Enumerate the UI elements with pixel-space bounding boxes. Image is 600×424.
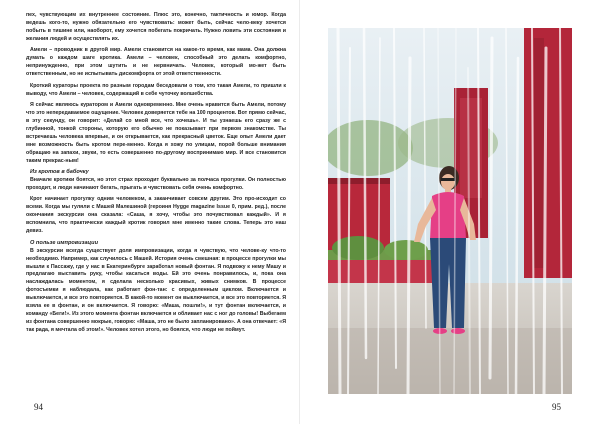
paragraph: Крот начинает прогулку одним человеком, а заканчивает совсем другим. Это про-исходит со всеми. Когда мы гуляли с Машей Малешиной (героиня Hygge magazine Issue 0, прим. ред.), после окончания экскурсии она сказала: «Саша, я хочу, чтобы это почувствовал каждый». И я вспомнила, что практически каждый кротик говорил мне именно такие слова. Теперь это наш девиз. bbox=[26, 196, 286, 235]
paragraph: Я сейчас являюсь куратором и Амели одновременно. Мне очень нравится быть Амели, потому что это непередаваемое ощущение. Человек доверяется тебе на 100 процентов. Вот прямо сейчас, в эту секунду, он говорит: «Делай со мной все, что хочешь». И ты узнаешь его сразу же с глубинной, тонкой стороны, которую его обычно не показывает при первом знакомстве. Ты встречаешь человека впервые, и он открывается, как прекрасный цветок. Еще опыт Амели дает мне возможность быть кротом пере-менно. Когда я хожу по улицам, порой больше внимания обращаю на запахи, звуки, то есть совершенно по-другому воспринимаю мир. И все становится таким прекрас-ным! bbox=[26, 101, 286, 164]
section-heading: Из кротов в бабочку bbox=[30, 169, 89, 175]
paragraph: пех, чувствующим их внутреннее состояние. Плюс это, конечно, тактичность и юмор. Когда ведешь кого-то, нужно обязательно его чувствовать: может быть, сейчас чело-веку хочется побыть в тишине или, наоборот, ему хочется побегать покричать. Нужно ловить эти состояния и желания людей и осуществлять их. bbox=[26, 12, 286, 42]
page-number: 95 bbox=[552, 402, 561, 412]
page-number: 94 bbox=[34, 402, 43, 412]
paragraph: Вначале кротики боятся, но этот страх проходит буквально за полчаса прогулки. Он полностью проходит, и люди начинают бегать, прыгать и чувствовать себя очень комфортно. bbox=[26, 177, 286, 191]
section-heading: О пользе импровизации bbox=[30, 239, 98, 246]
photo-fountain-girl-icon bbox=[328, 28, 572, 394]
right-page bbox=[300, 0, 600, 424]
fountain-photo bbox=[328, 28, 572, 394]
paragraph: В экскурсии всегда существует доля импровизации, когда я чувствую, что челове-ку что-то необходимо. Например, как случилось с Машей. История очень смешная: в процессе прогулки мы вышли к Пассажу, где у нас в Екатеринбурге заработал новый фонтан. Я подвожу к нему Машу и предлагаю выставить руку, чтобы касаться воды. Ей это очень понравилось, и, пока она наслаждалась моментом, я сделала несколько красивых, живых снимков. В процессе фотосъемки я наблюдала, как работает фон-тан: с определенным циклом. Включается и выключается, и все это повторяется. В какой-то момент он выключается, и все это повторяется. Я взяла ее в фонтан, и он включается. Я говорю: «Маша, пошли!», и тут фонтан включается, и команду «Беги!». Из этого момента фонтан включается и обливает нас с ног до головы! Выбегаем из фонтана совершенно мокрые, говорю: «Маша, это не было запланировано». А она отвечает: «Я так рада, я мечтала об этом!». Человек хотел этого, но боялся, что люди не поймут. bbox=[26, 247, 286, 334]
paragraph: Амели – проводник в другой мир. Амели становится на какое-то время, как мама. Она должна думать о каждом шаге кротика. Амели – человек, способный это делать комфортно, непринужденно, при этом шутить и не нервничать. Человек, который мо-жет быть ответственным, но не испытывать дискомфорта от этой ответственности. bbox=[26, 47, 286, 78]
article-text-column bbox=[26, 12, 286, 339]
paragraph: Кроткий кураторы проекта по разным городам беседовали о том, кто такая Амели, то пришли к выводу, что Амели – человек, содержащий в себе чуточку волшебства. bbox=[26, 82, 286, 97]
